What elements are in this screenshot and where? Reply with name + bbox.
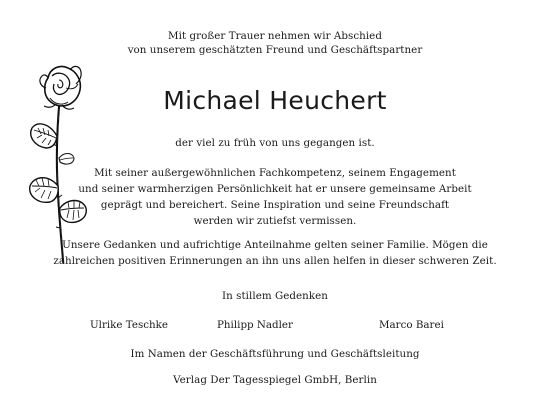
condolence-line-2: zahlreichen positiven Erinnerungen an ihn uns allen helfen in dieser schweren Zeit. (53, 255, 497, 267)
remembrance-line: In stillem Gedenken (222, 290, 328, 302)
tribute-line-3: geprägt und bereichert. Seine Inspiration und seine Freundschaft (100, 199, 450, 211)
company-line: Verlag Der Tagesspiegel GmbH, Berlin (173, 374, 377, 386)
condolence-line-1: Unsere Gedanken und aufrichtige Anteilnahme gelten seiner Familie. Mögen die (62, 239, 488, 251)
tribute-line-4: werden wir zutiefst vermissen. (193, 215, 357, 227)
subline: der viel zu früh von uns gegangen ist. (175, 137, 375, 149)
on-behalf-line: Im Namen der Geschäftsführung und Geschäftsleitung (130, 348, 420, 360)
tribute-line-2: und seiner warmherzigen Persönlichkeit hat er unsere gemeinsame Arbeit (78, 183, 472, 195)
deceased-name: Michael Heuchert (163, 86, 387, 115)
signatory-3: Marco Barei (379, 319, 444, 331)
signatory-1: Ulrike Teschke (90, 319, 168, 331)
intro-line-1: Mit großer Trauer nehmen wir Abschied (168, 30, 382, 42)
signatory-2: Philipp Nadler (217, 319, 293, 331)
intro-line-2: von unserem geschätzten Freund und Geschäftspartner (127, 44, 423, 56)
tribute-line-1: Mit seiner außergewöhnlichen Fachkompetenz, seinem Engagement (94, 167, 456, 179)
